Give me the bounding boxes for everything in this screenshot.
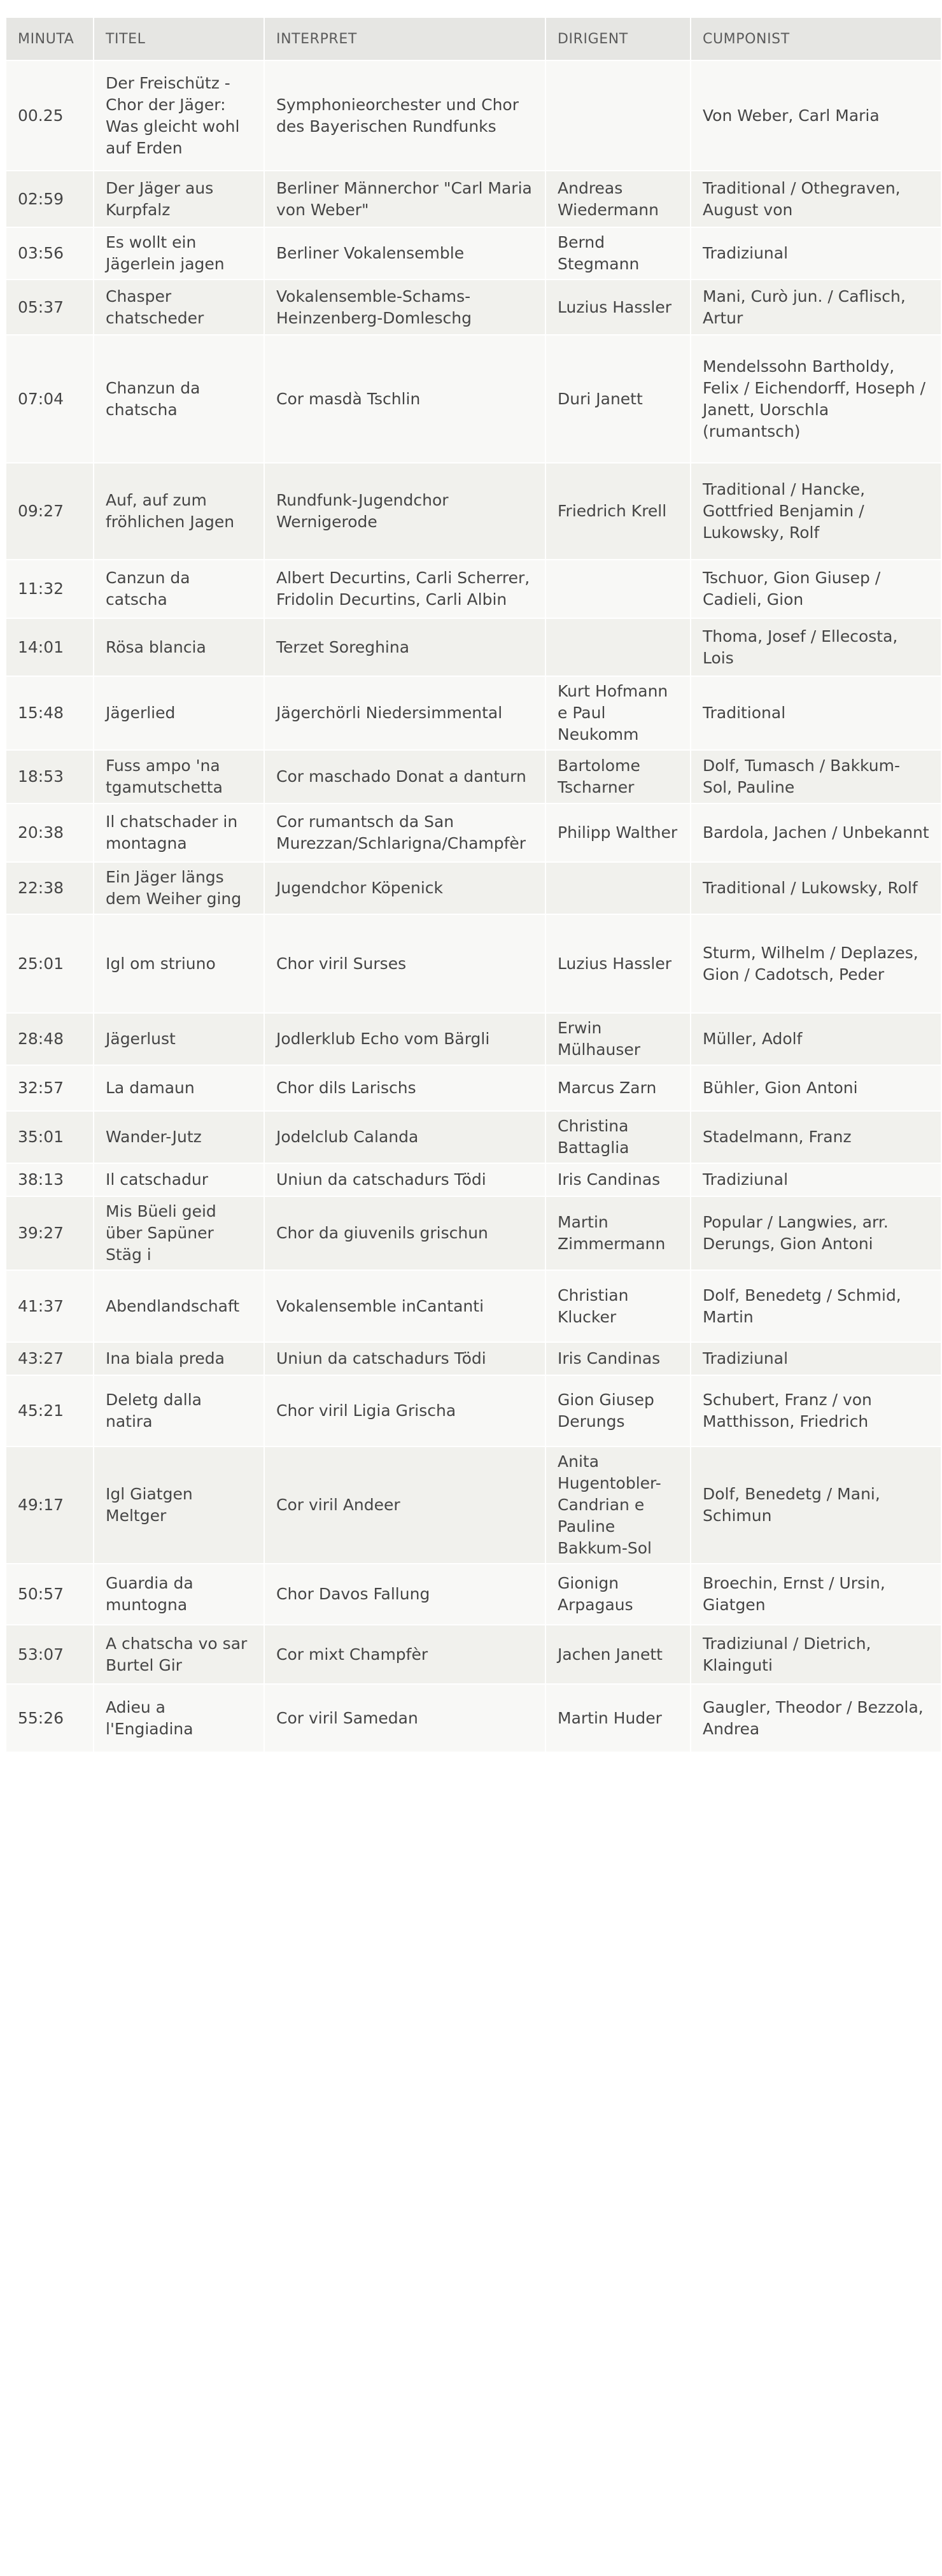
table-row: [6, 170, 942, 227]
row-time: 45:21: [6, 1375, 94, 1446]
row-title: Chasper chatscheder: [94, 279, 265, 334]
row-conductor: Marcus Zarn: [546, 1065, 691, 1110]
row-composer: Dolf, Benedetg / Mani, Schimun: [691, 1446, 942, 1563]
row-composer: Traditional: [691, 676, 942, 749]
table-row: [6, 914, 942, 1012]
column-header-interpret: INTERPRET: [265, 18, 546, 60]
row-title: Chanzun da chatscha: [94, 334, 265, 462]
row-conductor: Christian Klucker: [546, 1270, 691, 1341]
row-title: Il chatschader in montagna: [94, 803, 265, 861]
row-performer: Chor da giuvenils grischun: [265, 1196, 546, 1270]
row-performer: Uniun da catschadurs Tödi: [265, 1341, 546, 1375]
row-composer: Popular / Langwies, arr. Derungs, Gion Antoni: [691, 1196, 942, 1270]
header-row: [6, 18, 942, 60]
row-time: 28:48: [6, 1012, 94, 1065]
table-row: [6, 462, 942, 559]
row-conductor: Anita Hugentobler-Candrian e Pauline Bakkum-Sol: [546, 1446, 691, 1563]
row-time: 05:37: [6, 279, 94, 334]
row-time: 53:07: [6, 1624, 94, 1683]
column-header-titel: TITEL: [94, 18, 265, 60]
row-performer: Jugendchor Köpenick: [265, 861, 546, 914]
row-title: Auf, auf zum fröhlichen Jagen: [94, 462, 265, 559]
row-conductor: Luzius Hassler: [546, 914, 691, 1012]
row-composer: Von Weber, Carl Maria: [691, 60, 942, 170]
row-performer: Jodlerklub Echo vom Bärgli: [265, 1012, 546, 1065]
row-performer: Cor maschado Donat a danturn: [265, 749, 546, 803]
row-composer: Müller, Adolf: [691, 1012, 942, 1065]
table-row: [6, 1270, 942, 1341]
row-title: Guardia da muntogna: [94, 1563, 265, 1624]
row-composer: Traditional / Othegraven, August von: [691, 170, 942, 227]
row-composer: Bühler, Gion Antoni: [691, 1065, 942, 1110]
table-row: [6, 618, 942, 676]
row-conductor: Bernd Stegmann: [546, 227, 691, 279]
row-performer: Jägerchörli Niedersimmental: [265, 676, 546, 749]
row-time: 03:56: [6, 227, 94, 279]
row-title: Il catschadur: [94, 1163, 265, 1196]
row-composer: Broechin, Ernst / Ursin, Giatgen: [691, 1563, 942, 1624]
table-row: [6, 1683, 942, 1752]
row-title: La damaun: [94, 1065, 265, 1110]
row-conductor: Bartolome Tscharner: [546, 749, 691, 803]
table-header: [6, 18, 942, 60]
row-conductor: [546, 861, 691, 914]
row-conductor: Martin Huder: [546, 1683, 691, 1752]
row-composer: Sturm, Wilhelm / Deplazes, Gion / Cadotsch, Peder: [691, 914, 942, 1012]
row-composer: Traditional / Lukowsky, Rolf: [691, 861, 942, 914]
row-composer: Dolf, Tumasch / Bakkum-Sol, Pauline: [691, 749, 942, 803]
row-title: Jägerlust: [94, 1012, 265, 1065]
row-performer: Uniun da catschadurs Tödi: [265, 1163, 546, 1196]
row-composer: Schubert, Franz / von Matthisson, Friedrich: [691, 1375, 942, 1446]
row-title: Der Freischütz - Chor der Jäger: Was gleicht wohl auf Erden: [94, 60, 265, 170]
row-performer: Albert Decurtins, Carli Scherrer, Fridolin Decurtins, Carli Albin: [265, 559, 546, 618]
row-conductor: Iris Candinas: [546, 1163, 691, 1196]
table-row: [6, 559, 942, 618]
row-title: Der Jäger aus Kurpfalz: [94, 170, 265, 227]
row-title: Jägerlied: [94, 676, 265, 749]
playlist-table-container: [6, 18, 929, 2576]
row-time: 35:01: [6, 1110, 94, 1163]
row-time: 02:59: [6, 170, 94, 227]
row-conductor: Friedrich Krell: [546, 462, 691, 559]
row-time: 55:26: [6, 1683, 94, 1752]
row-composer: Tradiziunal: [691, 1163, 942, 1196]
row-title: Ina biala preda: [94, 1341, 265, 1375]
row-conductor: Erwin Mülhauser: [546, 1012, 691, 1065]
row-conductor: [546, 559, 691, 618]
table-row: [6, 1163, 942, 1196]
table-row: [6, 1110, 942, 1163]
row-performer: Chor dils Larischs: [265, 1065, 546, 1110]
row-composer: Stadelmann, Franz: [691, 1110, 942, 1163]
table-row: [6, 1196, 942, 1270]
row-time: 18:53: [6, 749, 94, 803]
table-row: [6, 279, 942, 334]
row-title: Rösa blancia: [94, 618, 265, 676]
row-performer: Terzet Soreghina: [265, 618, 546, 676]
row-performer: Symphonieorchester und Chor des Bayerischen Rundfunks: [265, 60, 546, 170]
column-header-cumponist: CUMPONIST: [691, 18, 942, 60]
row-performer: Cor rumantsch da San Murezzan/Schlarigna/Champfèr: [265, 803, 546, 861]
row-time: 49:17: [6, 1446, 94, 1563]
row-conductor: Jachen Janett: [546, 1624, 691, 1683]
row-conductor: Iris Candinas: [546, 1341, 691, 1375]
row-time: 00.25: [6, 60, 94, 170]
row-conductor: Duri Janett: [546, 334, 691, 462]
row-composer: Tschuor, Gion Giusep / Cadieli, Gion: [691, 559, 942, 618]
row-performer: Berliner Vokalensemble: [265, 227, 546, 279]
row-performer: Chor viril Surses: [265, 914, 546, 1012]
column-header-minuta: MINUTA: [6, 18, 94, 60]
row-performer: Chor Davos Fallung: [265, 1563, 546, 1624]
row-performer: Cor viril Samedan: [265, 1683, 546, 1752]
row-conductor: Philipp Walther: [546, 803, 691, 861]
row-title: Es wollt ein Jägerlein jagen: [94, 227, 265, 279]
row-performer: Chor viril Ligia Grischa: [265, 1375, 546, 1446]
row-conductor: Gionign Arpagaus: [546, 1563, 691, 1624]
row-performer: Rundfunk-Jugendchor Wernigerode: [265, 462, 546, 559]
row-time: 32:57: [6, 1065, 94, 1110]
row-performer: Jodelclub Calanda: [265, 1110, 546, 1163]
playlist-table: [6, 18, 942, 1752]
row-composer: Dolf, Benedetg / Schmid, Martin: [691, 1270, 942, 1341]
row-title: Adieu a l'Engiadina: [94, 1683, 265, 1752]
row-performer: Cor mixt Champfèr: [265, 1624, 546, 1683]
row-conductor: Kurt Hofmann e Paul Neukomm: [546, 676, 691, 749]
row-composer: Tradiziunal: [691, 227, 942, 279]
table-row: [6, 861, 942, 914]
row-title: Wander-Jutz: [94, 1110, 265, 1163]
row-composer: Tradiziunal / Dietrich, Klainguti: [691, 1624, 942, 1683]
row-conductor: Christina Battaglia: [546, 1110, 691, 1163]
row-conductor: Andreas Wiedermann: [546, 170, 691, 227]
row-time: 14:01: [6, 618, 94, 676]
table-row: [6, 334, 942, 462]
row-conductor: [546, 60, 691, 170]
row-time: 15:48: [6, 676, 94, 749]
row-title: Deletg dalla natira: [94, 1375, 265, 1446]
row-conductor: Gion Giusep Derungs: [546, 1375, 691, 1446]
table-row: [6, 1563, 942, 1624]
table-row: [6, 749, 942, 803]
row-performer: Cor masdà Tschlin: [265, 334, 546, 462]
table-row: [6, 1624, 942, 1683]
row-time: 20:38: [6, 803, 94, 861]
row-time: 09:27: [6, 462, 94, 559]
row-conductor: Martin Zimmermann: [546, 1196, 691, 1270]
table-row: [6, 1446, 942, 1563]
row-time: 41:37: [6, 1270, 94, 1341]
row-performer: Vokalensemble inCantanti: [265, 1270, 546, 1341]
table-row: [6, 676, 942, 749]
row-time: 39:27: [6, 1196, 94, 1270]
row-title: Abendlandschaft: [94, 1270, 265, 1341]
row-time: 38:13: [6, 1163, 94, 1196]
row-time: 50:57: [6, 1563, 94, 1624]
row-composer: Thoma, Josef / Ellecosta, Lois: [691, 618, 942, 676]
table-row: [6, 227, 942, 279]
table-row: [6, 1065, 942, 1110]
row-composer: Bardola, Jachen / Unbekannt: [691, 803, 942, 861]
row-conductor: [546, 618, 691, 676]
table-row: [6, 1012, 942, 1065]
row-performer: Berliner Männerchor "Carl Maria von Weber": [265, 170, 546, 227]
row-time: 07:04: [6, 334, 94, 462]
row-title: Mis Büeli geid über Sapüner Stäg i: [94, 1196, 265, 1270]
row-title: Ein Jäger längs dem Weiher ging: [94, 861, 265, 914]
row-composer: Gaugler, Theodor / Bezzola, Andrea: [691, 1683, 942, 1752]
table-row: [6, 803, 942, 861]
row-title: Fuss ampo 'na tgamutschetta: [94, 749, 265, 803]
row-title: Canzun da catscha: [94, 559, 265, 618]
row-composer: Mani, Curò jun. / Caflisch, Artur: [691, 279, 942, 334]
row-title: A chatscha vo sar Burtel Gir: [94, 1624, 265, 1683]
row-composer: Traditional / Hancke, Gottfried Benjamin / Lukowsky, Rolf: [691, 462, 942, 559]
row-time: 22:38: [6, 861, 94, 914]
row-conductor: Luzius Hassler: [546, 279, 691, 334]
row-time: 43:27: [6, 1341, 94, 1375]
row-time: 11:32: [6, 559, 94, 618]
table-row: [6, 1375, 942, 1446]
table-row: [6, 1341, 942, 1375]
row-composer: Mendelssohn Bartholdy, Felix / Eichendorff, Hoseph / Janett, Uorschla (rumantsch): [691, 334, 942, 462]
column-header-dirigent: DIRIGENT: [546, 18, 691, 60]
table-body: [6, 60, 942, 1752]
row-composer: Tradiziunal: [691, 1341, 942, 1375]
table-row: [6, 60, 942, 170]
row-performer: Vokalensemble-Schams-Heinzenberg-Domleschg: [265, 279, 546, 334]
row-title: Igl Giatgen Meltger: [94, 1446, 265, 1563]
row-title: Igl om striuno: [94, 914, 265, 1012]
row-performer: Cor viril Andeer: [265, 1446, 546, 1563]
row-time: 25:01: [6, 914, 94, 1012]
